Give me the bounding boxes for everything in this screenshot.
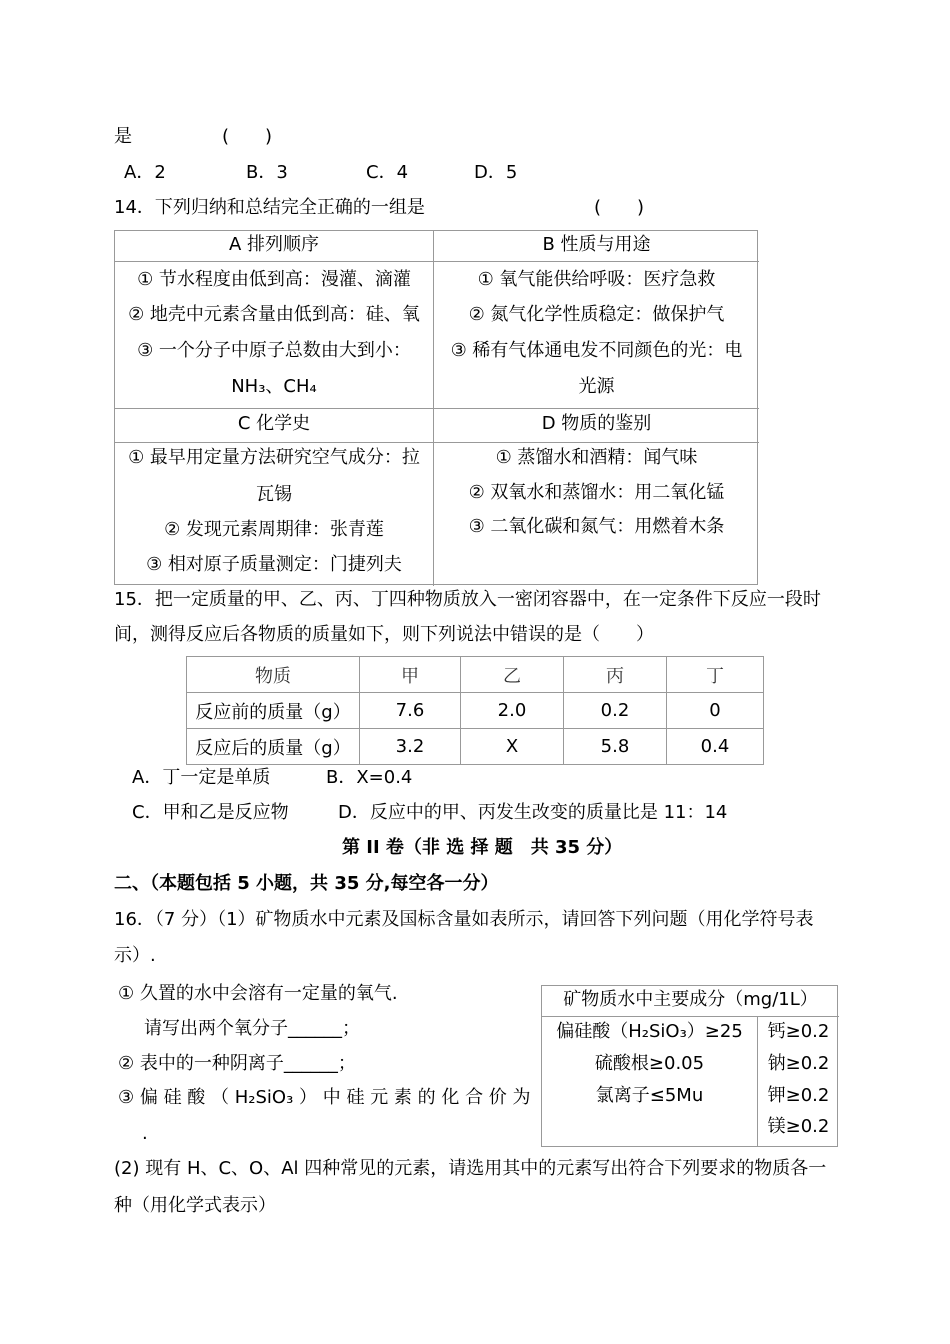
q14-b-title: B 性质与用途 [542, 234, 651, 255]
table-header: 物质 [187, 657, 360, 693]
q15-option-d: D．反应中的甲、丙发生改变的质量比是 11：14 [338, 802, 728, 823]
mineral-table-title: 矿物质水中主要成分（mg/1L） [563, 989, 818, 1010]
q15-stem-line2: 间，测得反应后各物质的质量如下，则下列说法中错误的是（ ） [114, 624, 654, 645]
table-row [187, 729, 764, 765]
table-cell: 2.0 [461, 693, 564, 729]
part-two-heading: 二、（本题包括 5 小题，共 35 分,每空各一分） [114, 873, 499, 894]
q14-c-title: C 化学史 [237, 413, 311, 434]
mineral-right-item: 钾≥0.2 [767, 1085, 830, 1106]
table-cell: X [461, 729, 564, 765]
mineral-water-table [541, 985, 838, 1147]
q14-stem: 14．下列归纳和总结完全正确的一组是 [114, 197, 425, 218]
q14-d-line: ③ 二氧化碳和氮气：用燃着木条 [468, 516, 725, 537]
q14-a-title: A 排列顺序 [228, 234, 320, 255]
q14-b-line: ② 氮气化学性质稳定：做保护气 [468, 304, 725, 325]
q14-b-line: ① 氧气能供给呼吸：医疗急救 [477, 269, 716, 290]
q14-c-line: 瓦锡 [256, 484, 292, 505]
q14-a-line: ① 节水程度由低到高：漫灌、滴灌 [137, 269, 411, 290]
q14-c-line: ① 最早用定量方法研究空气成分：拉 [128, 447, 420, 468]
q14-d-line: ② 双氧水和蒸馏水：用二氧化锰 [468, 482, 725, 503]
q16-stem-line1: 16．（7 分）（1）矿物质水中元素及国标含量如表所示，请回答下列问题（用化学符号表 [114, 909, 814, 930]
mineral-left-item: 偏硅酸（H₂SiO₃）≥25 [556, 1021, 743, 1042]
q16-part2-line2: 种（用化学式表示） [114, 1195, 276, 1216]
q14-table [114, 230, 758, 585]
mineral-right-item: 镁≥0.2 [767, 1116, 830, 1137]
q14-d-title: D 物质的鉴别 [541, 413, 652, 434]
q16-stem-line2: 示）. [114, 945, 156, 966]
table-header: 丙 [564, 657, 667, 693]
q15-data-table [186, 656, 764, 765]
table-header: 乙 [461, 657, 564, 693]
q14-b-line: 光源 [578, 376, 615, 397]
q13-answer-paren: ( ) [222, 126, 273, 147]
q14-d-line: ① 蒸馏水和酒精：闻气味 [495, 447, 698, 468]
q16-part2-line1: (2) 现有 H、C、O、Al 四种常见的元素，请选用其中的元素写出符合下列要求的物质各一 [114, 1158, 827, 1179]
q15-option-c: C．甲和乙是反应物 [132, 802, 289, 823]
q16-item3-end: . [142, 1123, 148, 1144]
mineral-left-item: 氯离子≤5Mu [595, 1085, 704, 1106]
mineral-right-item: 钙≥0.2 [767, 1021, 830, 1042]
q13-stem-tail: 是 [114, 126, 132, 147]
table-cell: 反应前的质量（g） [187, 693, 360, 729]
q15-option-b: B．X=0.4 [326, 767, 413, 788]
table-cell: 0 [667, 693, 764, 729]
section-title: 第 II 卷（非 选 择 题 共 35 分） [342, 837, 623, 858]
q16-item1: ① 久置的水中会溶有一定量的氧气. [118, 983, 398, 1004]
table-row [187, 693, 764, 729]
q14-a-line: ③ 一个分子中原子总数由大到小： [137, 340, 411, 361]
table-cell: 5.8 [564, 729, 667, 765]
q15-stem-line1: 15．把一定质量的甲、乙、丙、丁四种物质放入一密闭容器中，在一定条件下反应一段时 [114, 589, 821, 610]
q14-a-line: ② 地壳中元素含量由低到高：硅、氧 [128, 304, 420, 325]
q14-c-line: ③ 相对原子质量测定：门捷列夫 [146, 554, 402, 575]
q16-item3: ③ 偏 硅 酸 （ H₂SiO₃ ） 中 硅 元 素 的 化 合 价 为 [118, 1087, 531, 1108]
q15-option-a: A．丁一定是单质 [132, 767, 271, 788]
table-cell: 3.2 [360, 729, 461, 765]
q16-item1-prompt: 请写出两个氧分子______； [144, 1018, 360, 1039]
table-cell: 0.4 [667, 729, 764, 765]
q14-b-line: ③ 稀有气体通电发不同颜色的光：电 [450, 340, 743, 361]
q14-answer-paren: ( ) [594, 197, 645, 218]
q13-option-b: B．3 [246, 162, 288, 183]
q16-item2: ② 表中的一种阴离子______； [118, 1053, 356, 1074]
q13-option-c: C．4 [366, 162, 409, 183]
mineral-right-item: 钠≥0.2 [767, 1053, 830, 1074]
table-cell: 0.2 [564, 693, 667, 729]
table-cell: 反应后的质量（g） [187, 729, 360, 765]
q13-option-d: D．5 [474, 162, 518, 183]
mineral-left-item: 硫酸根≥0.05 [594, 1053, 705, 1074]
q14-c-line: ② 发现元素周期律：张青莲 [164, 519, 384, 540]
q14-a-line: NH₃、CH₄ [231, 376, 317, 397]
table-header: 甲 [360, 657, 461, 693]
table-cell: 7.6 [360, 693, 461, 729]
table-header: 丁 [667, 657, 764, 693]
q13-option-a: A．2 [124, 162, 166, 183]
